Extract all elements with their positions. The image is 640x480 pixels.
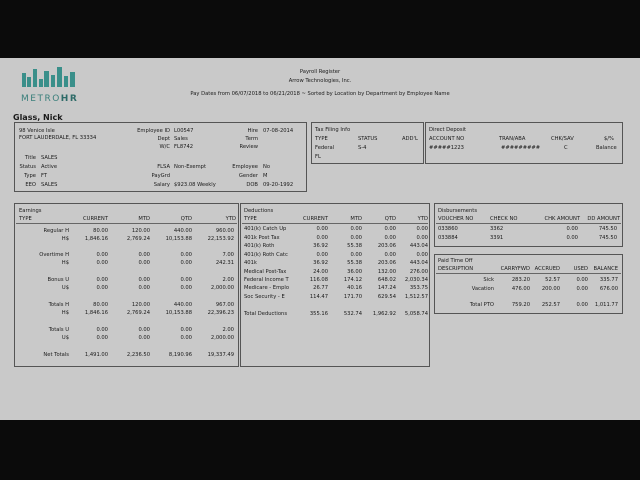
deductions-cell: 203.06 bbox=[377, 260, 396, 266]
earnings-cell: 22,396.23 bbox=[207, 310, 234, 316]
earnings-cell: 0.00 bbox=[96, 327, 108, 333]
deductions-cell: 2,030.34 bbox=[404, 277, 428, 283]
dob-label: DOB bbox=[246, 182, 258, 188]
deductions-cell: 1,962.92 bbox=[372, 311, 396, 317]
earnings-cell: 80.00 bbox=[93, 228, 108, 234]
pto-header-used: USED bbox=[573, 266, 588, 272]
dob-value: 09-20-1992 bbox=[263, 182, 294, 188]
earnings-cell: 0.00 bbox=[138, 285, 150, 291]
earnings-row-type: Overtime H bbox=[39, 252, 69, 258]
gender-label: Gender bbox=[238, 173, 258, 179]
pto-title: Paid Time Off bbox=[438, 258, 473, 264]
earnings-cell: 242.31 bbox=[215, 260, 234, 266]
earnings-cell: 1,491.00 bbox=[84, 352, 108, 358]
deductions-cell: 132.00 bbox=[377, 269, 396, 275]
earnings-cell: 0.00 bbox=[180, 285, 192, 291]
hire-label: Hire bbox=[247, 128, 258, 134]
earnings-cell: 0.00 bbox=[96, 285, 108, 291]
earnings-cell: 2,000.00 bbox=[210, 285, 234, 291]
deductions-header-ytd: YTD bbox=[417, 216, 428, 222]
status-label: Status bbox=[19, 164, 36, 170]
deductions-cell: 36.92 bbox=[313, 260, 328, 266]
review-label: Review bbox=[239, 144, 258, 150]
pto-header-balance: BALANCE bbox=[593, 266, 618, 272]
earnings-cell: 22,153.92 bbox=[207, 236, 234, 242]
deductions-cell: 26.77 bbox=[313, 285, 328, 291]
tax-header-status: STATUS bbox=[358, 136, 378, 142]
dd-header-chksav: CHK/SAV bbox=[551, 136, 574, 142]
deductions-cell: 114.47 bbox=[309, 294, 328, 300]
deductions-cell: 203.06 bbox=[377, 243, 396, 249]
earnings-cell: 1,846.16 bbox=[84, 310, 108, 316]
deductions-cell: 0.00 bbox=[416, 235, 428, 241]
earnings-cell: 2,769.24 bbox=[126, 236, 150, 242]
earnings-cell: 1,846.16 bbox=[84, 236, 108, 242]
deductions-header-current: CURRENT bbox=[303, 216, 328, 222]
earnings-row-type: H$ bbox=[61, 236, 69, 242]
pto-total-cell: 759.20 bbox=[511, 302, 530, 308]
earnings-cell: 0.00 bbox=[138, 327, 150, 333]
earnings-header-ytd: YTD bbox=[225, 216, 236, 222]
deductions-header-rule bbox=[242, 223, 428, 224]
tax-header-addl: ADD'L bbox=[402, 136, 418, 142]
salary-value: $923.08 Weekly bbox=[174, 182, 216, 188]
flsa-label: FLSA bbox=[157, 164, 170, 170]
disb-voucher: 033860 bbox=[438, 226, 458, 232]
earnings-row-type: Net Totals bbox=[43, 352, 69, 358]
pto-total-cell: 1,011.77 bbox=[594, 302, 618, 308]
earnings-header-rule bbox=[16, 223, 237, 224]
deductions-cell: 1,512.57 bbox=[404, 294, 428, 300]
disb-dd-amount: 745.50 bbox=[598, 235, 617, 241]
tax-row-status: S-4 bbox=[358, 145, 367, 151]
deductions-cell: 147.24 bbox=[377, 285, 396, 291]
wc-label: W/C bbox=[159, 144, 170, 150]
pto-total-cell: 0.00 bbox=[576, 302, 588, 308]
earnings-cell: 2,000.00 bbox=[210, 335, 234, 341]
dd-chksav: C bbox=[564, 145, 568, 151]
deductions-cell: 171.70 bbox=[343, 294, 362, 300]
earnings-cell: 80.00 bbox=[93, 302, 108, 308]
deductions-cell: 24.00 bbox=[313, 269, 328, 275]
deductions-cell: 0.00 bbox=[384, 252, 396, 258]
deductions-cell: 0.00 bbox=[350, 252, 362, 258]
earnings-cell: 7.00 bbox=[222, 252, 234, 258]
earnings-cell: 0.00 bbox=[96, 252, 108, 258]
dept-label: Dept bbox=[157, 136, 170, 142]
earnings-cell: 0.00 bbox=[138, 260, 150, 266]
pto-cell: 52.57 bbox=[545, 277, 560, 283]
deductions-cell: 174.12 bbox=[343, 277, 362, 283]
earnings-row-type: H$ bbox=[61, 310, 69, 316]
employee-no-value: No bbox=[263, 164, 271, 170]
earnings-header-type: TYPE bbox=[19, 216, 32, 222]
earnings-row-type: U$ bbox=[61, 335, 69, 341]
deductions-cell: 353.75 bbox=[409, 285, 428, 291]
deductions-cell: 36.92 bbox=[313, 243, 328, 249]
pto-cell: 676.00 bbox=[599, 286, 618, 292]
earnings-cell: 2,769.24 bbox=[126, 310, 150, 316]
flsa-value: Non-Exempt bbox=[174, 164, 206, 170]
report-title: Payroll Register bbox=[299, 69, 341, 75]
deductions-cell: 443.04 bbox=[409, 260, 428, 266]
wc-value: FL8742 bbox=[174, 144, 194, 150]
deductions-cell: 40.16 bbox=[347, 285, 362, 291]
earnings-cell: 0.00 bbox=[96, 335, 108, 341]
earnings-cell: 960.00 bbox=[215, 228, 234, 234]
employee-id-label: Employee ID bbox=[137, 128, 170, 134]
pto-cell: 335.77 bbox=[599, 277, 618, 283]
pto-header-rule bbox=[436, 273, 621, 274]
earnings-header-current: CURRENT bbox=[83, 216, 108, 222]
deductions-cell: 629.54 bbox=[377, 294, 396, 300]
direct-deposit-title: Direct Deposit bbox=[429, 127, 467, 133]
earnings-cell: 10,153.88 bbox=[165, 310, 192, 316]
earnings-cell: 0.00 bbox=[138, 277, 150, 283]
deductions-row-type: Federal Income T bbox=[244, 277, 289, 283]
earnings-cell: 0.00 bbox=[180, 327, 192, 333]
salary-label: Salary bbox=[153, 182, 170, 188]
earnings-cell: 120.00 bbox=[131, 302, 150, 308]
hire-value: 07-08-2014 bbox=[263, 128, 294, 134]
dd-account-no: #####1223 bbox=[429, 145, 464, 151]
deductions-cell: 276.00 bbox=[409, 269, 428, 275]
earnings-row-type: Regular H bbox=[43, 228, 69, 234]
paygrd-label: PayGrd bbox=[151, 173, 170, 179]
title-label: Title bbox=[24, 155, 36, 161]
deductions-cell: 0.00 bbox=[384, 235, 396, 241]
tax-row-type: Federal bbox=[315, 145, 335, 151]
pto-header-carryfwd: CARRYFWD bbox=[500, 266, 530, 272]
deductions-row-type: 401(k) Catch Up bbox=[244, 226, 287, 232]
disb-header-rule bbox=[436, 223, 621, 224]
tax-header-type: TYPE bbox=[315, 136, 328, 142]
deductions-cell: 0.00 bbox=[350, 226, 362, 232]
deductions-cell: 116.08 bbox=[309, 277, 328, 283]
deductions-row-type: 401(k) Roth Catc bbox=[244, 252, 288, 258]
employee-no-label: Employee bbox=[232, 164, 258, 170]
disb-voucher: 033884 bbox=[438, 235, 458, 241]
pto-cell: 283.20 bbox=[511, 277, 530, 283]
type-value: FT bbox=[41, 173, 48, 179]
disb-chk-amount: 0.00 bbox=[566, 226, 578, 232]
earnings-cell: 120.00 bbox=[131, 228, 150, 234]
report-subtitle: Pay Dates from 06/07/2018 to 06/21/2018 ~ Sorted by Location by Department by Employee Name bbox=[190, 91, 450, 97]
dd-amount: Balance bbox=[596, 145, 617, 151]
earnings-cell: 2.00 bbox=[222, 327, 234, 333]
term-label: Term bbox=[245, 136, 258, 142]
earnings-cell: 440.00 bbox=[173, 302, 192, 308]
deductions-cell: 36.00 bbox=[347, 269, 362, 275]
earnings-title: Earnings bbox=[19, 208, 42, 214]
earnings-cell: 0.00 bbox=[180, 260, 192, 266]
earnings-cell: 2,236.50 bbox=[126, 352, 150, 358]
deductions-row-type: Medicare - Emplo bbox=[244, 285, 290, 291]
deductions-cell: 0.00 bbox=[316, 226, 328, 232]
earnings-cell: 0.00 bbox=[138, 335, 150, 341]
deductions-cell: 0.00 bbox=[416, 226, 428, 232]
tax-filing-title: Tax Filing Info bbox=[315, 127, 351, 133]
earnings-cell: 8,190.96 bbox=[168, 352, 192, 358]
deductions-row-type: 401k Post Tax bbox=[244, 235, 280, 241]
address-line-2: FORT LAUDERDALE, FL 33334 bbox=[19, 135, 97, 141]
earnings-header-mtd: MTD bbox=[138, 216, 150, 222]
disb-check: 3362 bbox=[490, 226, 504, 232]
earnings-row-type: Totals U bbox=[48, 327, 69, 333]
earnings-cell: 2.00 bbox=[222, 277, 234, 283]
dd-header-account: ACCOUNT NO bbox=[429, 136, 465, 142]
disb-check: 3391 bbox=[490, 235, 504, 241]
earnings-cell: 440.00 bbox=[173, 228, 192, 234]
disb-header-chk-amount: CHK AMOUNT bbox=[544, 216, 580, 222]
pto-row-desc: Vacation bbox=[471, 286, 494, 292]
disb-header-voucher: VOUCHER NO bbox=[438, 216, 474, 222]
pto-row-desc: Sick bbox=[483, 277, 494, 283]
deductions-header-mtd: MTD bbox=[350, 216, 362, 222]
pto-cell: 200.00 bbox=[541, 286, 560, 292]
employee-id-value: L00547 bbox=[174, 128, 194, 134]
pto-total-cell: 252.57 bbox=[541, 302, 560, 308]
deductions-cell: 55.38 bbox=[347, 260, 362, 266]
earnings-cell: 967.00 bbox=[215, 302, 234, 308]
eeo-value: SALES bbox=[41, 182, 58, 188]
dd-header-aba: TRAN/ABA bbox=[499, 136, 526, 142]
earnings-cell: 0.00 bbox=[138, 252, 150, 258]
type-label: Type bbox=[24, 173, 36, 179]
earnings-row-type: H$ bbox=[61, 260, 69, 266]
pto-cell: 476.00 bbox=[511, 286, 530, 292]
deductions-cell: 648.02 bbox=[377, 277, 396, 283]
deductions-row-type: Total Deductions bbox=[244, 311, 288, 317]
title-value: SALES bbox=[41, 155, 58, 161]
status-value: Active bbox=[41, 164, 58, 170]
logo-text: METROHR bbox=[21, 94, 79, 104]
pto-header-accrued: ACCRUED bbox=[534, 266, 560, 272]
earnings-header-qtd: QTD bbox=[180, 216, 192, 222]
earnings-cell: 0.00 bbox=[180, 252, 192, 258]
earnings-row-type: U$ bbox=[61, 285, 69, 291]
employee-name: Glass, Nick bbox=[13, 113, 63, 122]
disbursements-title: Disbursements bbox=[438, 208, 478, 214]
deductions-row-type: Medical Post-Tax bbox=[244, 269, 287, 275]
earnings-cell: 19,337.49 bbox=[207, 352, 234, 358]
earnings-row-type: Totals H bbox=[48, 302, 69, 308]
earnings-cell: 0.00 bbox=[180, 277, 192, 283]
deductions-cell: 0.00 bbox=[416, 252, 428, 258]
deductions-cell: 0.00 bbox=[384, 226, 396, 232]
disb-header-check: CHECK NO bbox=[490, 216, 518, 222]
deductions-cell: 443.04 bbox=[409, 243, 428, 249]
gender-value: M bbox=[263, 173, 268, 179]
company-name: Arrow Technologies, Inc. bbox=[288, 78, 352, 84]
earnings-cell: 0.00 bbox=[180, 335, 192, 341]
earnings-row-type: Bonus U bbox=[47, 277, 69, 283]
earnings-cell: 10,153.88 bbox=[165, 236, 192, 242]
pto-cell: 0.00 bbox=[576, 277, 588, 283]
earnings-cell: 0.00 bbox=[96, 277, 108, 283]
deductions-cell: 0.00 bbox=[350, 235, 362, 241]
dept-value: Sales bbox=[174, 136, 188, 142]
deductions-header-qtd: QTD bbox=[384, 216, 396, 222]
deductions-cell: 532.74 bbox=[343, 311, 362, 317]
disb-header-dd-amount: DD AMOUNT bbox=[587, 216, 620, 222]
dd-header-pct: $/% bbox=[604, 136, 614, 142]
disb-chk-amount: 0.00 bbox=[566, 235, 578, 241]
letterbox-top bbox=[0, 0, 640, 58]
deductions-cell: 0.00 bbox=[316, 252, 328, 258]
tax-row-type: FL bbox=[315, 154, 321, 160]
deductions-title: Deductions bbox=[244, 208, 274, 214]
deductions-cell: 55.38 bbox=[347, 243, 362, 249]
pto-header-desc: DESCRIPTION bbox=[438, 266, 474, 272]
eeo-label: EEO bbox=[25, 182, 36, 188]
earnings-cell: 0.00 bbox=[96, 260, 108, 266]
pto-total-label: Total PTO bbox=[469, 302, 494, 308]
dd-aba: ######### bbox=[501, 145, 541, 151]
pto-cell: 0.00 bbox=[576, 286, 588, 292]
deductions-row-type: 401k bbox=[244, 260, 257, 266]
address-line-1: 98 Venice Isle bbox=[19, 128, 55, 134]
deductions-cell: 5,058.74 bbox=[404, 311, 428, 317]
deductions-row-type: Soc Security - E bbox=[244, 294, 285, 300]
deductions-cell: 355.16 bbox=[309, 311, 328, 317]
deductions-cell: 0.00 bbox=[316, 235, 328, 241]
letterbox-bottom bbox=[0, 420, 640, 480]
deductions-row-type: 401(k) Roth bbox=[244, 243, 275, 249]
deductions-header-type: TYPE bbox=[244, 216, 257, 222]
disb-dd-amount: 745.50 bbox=[598, 226, 617, 232]
